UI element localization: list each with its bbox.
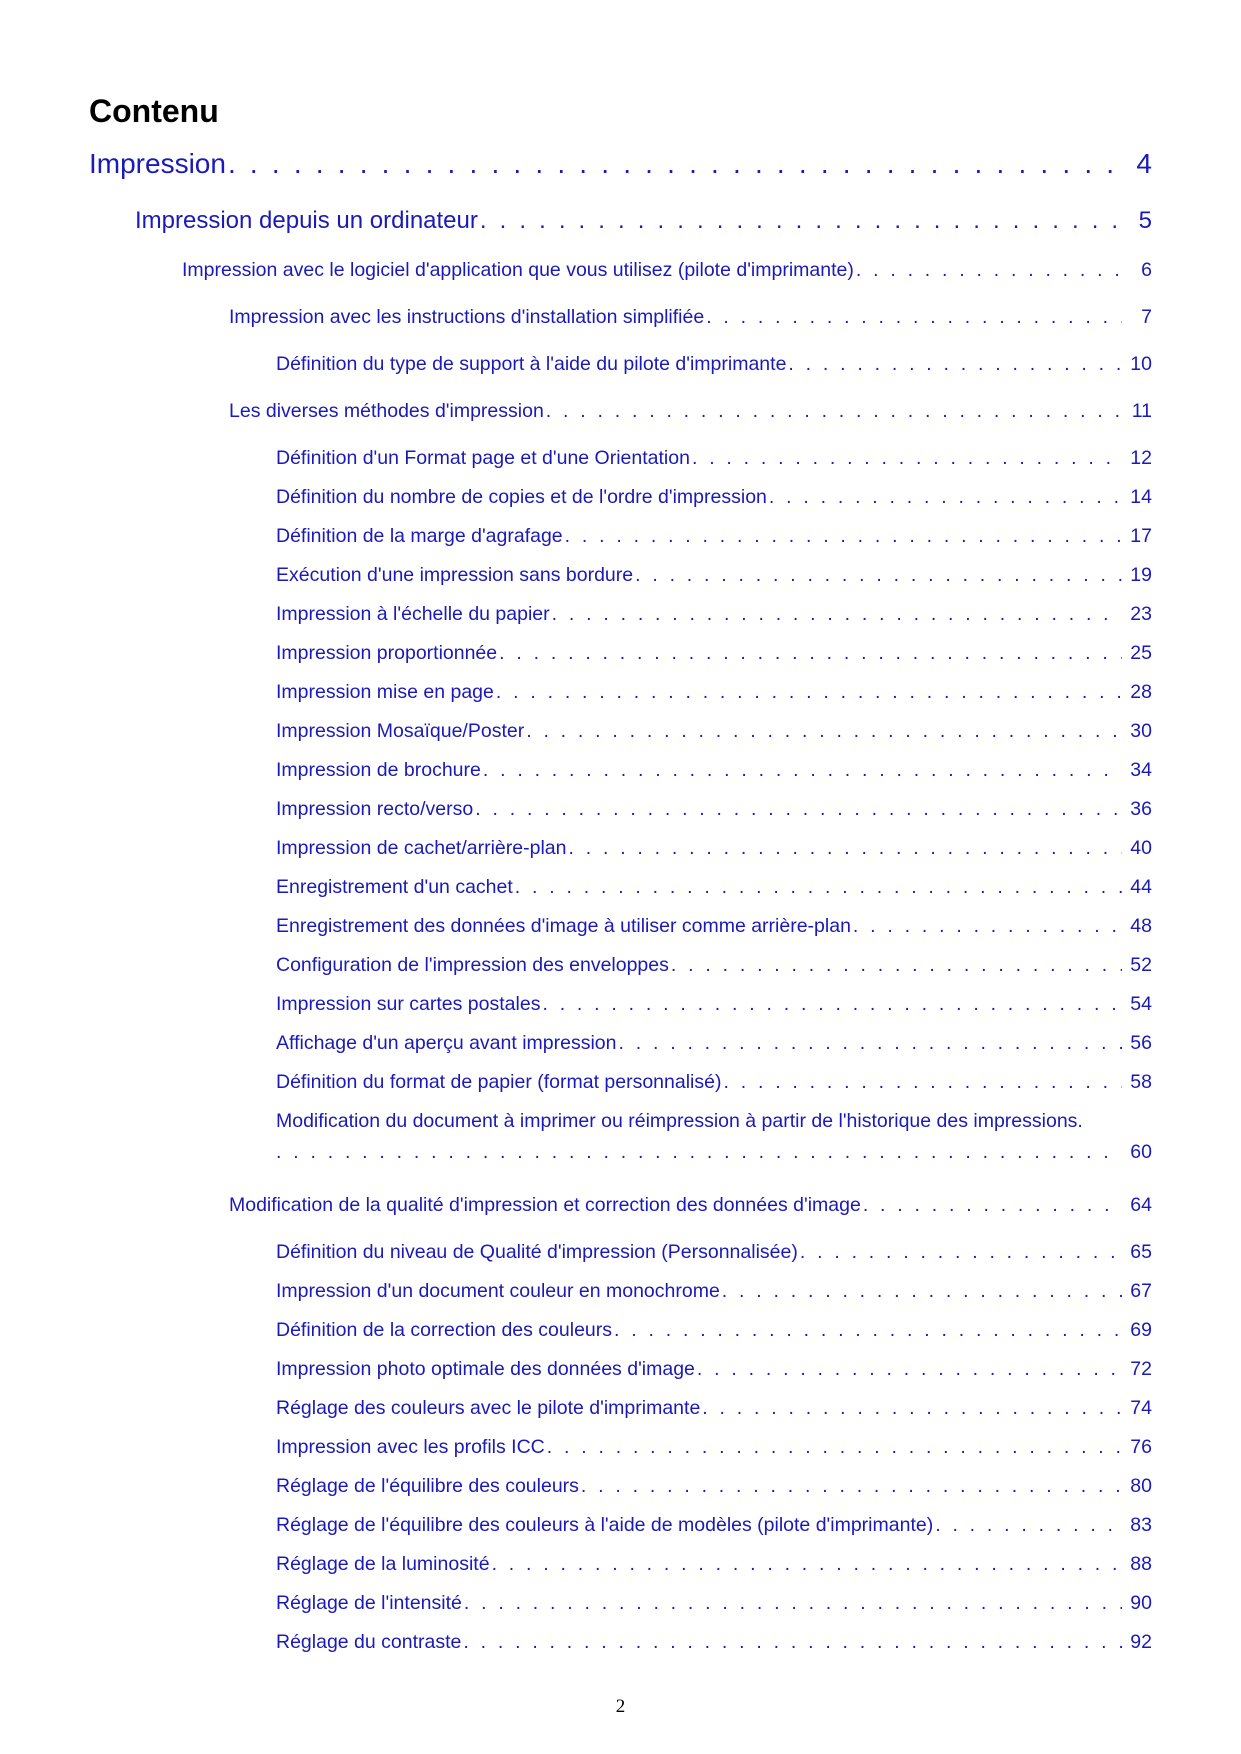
toc-entry-title: Définition de la marge d'agrafage (276, 525, 563, 547)
toc-page-number: 17 (1130, 525, 1152, 547)
toc-entry-title: Enregistrement d'un cachet (276, 876, 513, 898)
toc-entry-title: Réglage de l'intensité (276, 1592, 462, 1614)
toc-page-number: 10 (1130, 353, 1152, 375)
toc-entry-title: Définition de la correction des couleurs (276, 1319, 613, 1341)
toc-entry[interactable] (276, 642, 1152, 665)
toc-page-number: 4 (1136, 148, 1152, 179)
toc-entry[interactable] (276, 993, 1152, 1016)
toc-page-number: 92 (1130, 1631, 1152, 1653)
toc-page-number: 60 (1130, 1141, 1152, 1163)
toc-entry-title: Configuration de l'impression des enveloppes (276, 954, 669, 976)
toc-entry[interactable] (276, 681, 1152, 704)
toc-page-number: 14 (1130, 486, 1152, 508)
dot-leader (496, 681, 1122, 704)
toc-entry[interactable] (229, 400, 1152, 423)
toc-entry-title: Réglage du contraste (276, 1631, 462, 1653)
toc-page-number: 44 (1130, 876, 1152, 898)
page-title: Contenu (89, 93, 219, 129)
toc-entry-title: Les diverses méthodes d'impression (229, 400, 544, 422)
toc-entry[interactable] (276, 1592, 1152, 1615)
toc-entry[interactable] (276, 603, 1152, 626)
toc-entry-title: Définition du nombre de copies et de l'ordre d'impression (276, 486, 767, 508)
dot-leader (671, 954, 1122, 977)
dot-leader (542, 993, 1122, 1016)
dot-leader (722, 1280, 1122, 1303)
toc-entry[interactable] (276, 353, 1152, 376)
dot-leader (475, 798, 1122, 821)
toc-entry-title: Réglage de la luminosité (276, 1553, 490, 1575)
toc-entry[interactable] (276, 720, 1152, 743)
toc-entry-title: Modification du document à imprimer ou réimpression à partir de l'historique des impressions. (276, 1110, 1083, 1132)
toc-entry-title: Définition du format de papier (format personnalisé) (276, 1071, 722, 1093)
dot-leader (706, 306, 1122, 329)
toc-entry[interactable] (276, 915, 1152, 938)
toc-entry-title: Impression de brochure (276, 759, 481, 781)
toc-page-number: 65 (1130, 1241, 1152, 1263)
dot-leader (853, 915, 1122, 938)
dot-leader (692, 447, 1122, 470)
toc-entry-impression[interactable] (89, 148, 1152, 180)
dot-leader (276, 1141, 1122, 1164)
toc-entry[interactable] (229, 1194, 1152, 1217)
toc-entry[interactable] (276, 1631, 1152, 1654)
toc-entry-impression-depuis-ordinateur[interactable] (135, 207, 1152, 235)
toc-entry-title: Impression Mosaïque/Poster (276, 720, 525, 742)
dot-leader (856, 259, 1122, 282)
toc-entry[interactable] (276, 1032, 1152, 1055)
toc-entry[interactable] (276, 1397, 1152, 1420)
toc-entry[interactable] (276, 447, 1152, 470)
toc-page-number: 11 (1131, 400, 1152, 422)
toc-entry-title: Définition d'un Format page et d'une Orientation (276, 447, 690, 469)
toc-entry[interactable] (276, 564, 1152, 587)
dot-leader (788, 353, 1122, 376)
toc-entry-leader-line (276, 1141, 1152, 1164)
toc-page-number: 83 (1130, 1514, 1152, 1536)
toc-entry-title: Impression photo optimale des données d'image (276, 1358, 695, 1380)
toc-entry-title: Impression (89, 148, 226, 179)
dot-leader (547, 1436, 1122, 1459)
toc-entry-title: Exécution d'une impression sans bordure (276, 564, 634, 586)
toc-page-number: 72 (1130, 1358, 1152, 1380)
dot-leader (619, 1032, 1123, 1055)
toc-entry[interactable] (276, 798, 1152, 821)
toc-page-number: 6 (1141, 259, 1152, 281)
toc-entry-title: Impression de cachet/arrière-plan (276, 837, 567, 859)
toc-page-number: 12 (1130, 447, 1152, 469)
toc-entry-title: Impression d'un document couleur en monochrome (276, 1280, 720, 1302)
toc-entry-title: Impression proportionnée (276, 642, 498, 664)
toc-entry-title: Impression recto/verso (276, 798, 474, 820)
toc-entry-title: Enregistrement des données d'image à utiliser comme arrière-plan (276, 915, 851, 937)
toc-page-number: 30 (1130, 720, 1152, 742)
toc-page-number: 56 (1130, 1032, 1152, 1054)
dot-leader (492, 1553, 1122, 1576)
dot-leader (483, 759, 1122, 782)
dot-leader (464, 1592, 1122, 1615)
toc-entry[interactable] (276, 1071, 1152, 1094)
toc-entry-title: Réglage de l'équilibre des couleurs à l'aide de modèles (pilote d'imprimante) (276, 1514, 934, 1536)
toc-page-number: 80 (1130, 1475, 1152, 1497)
toc-page-number: 67 (1130, 1280, 1152, 1302)
dot-leader (800, 1241, 1122, 1264)
toc-page-number: 40 (1130, 837, 1152, 859)
dot-leader (552, 603, 1122, 626)
toc-entry[interactable] (276, 1475, 1152, 1498)
toc-page-number: 54 (1130, 993, 1152, 1015)
dot-leader (228, 148, 1122, 180)
dot-leader (568, 837, 1122, 860)
dot-leader (635, 564, 1122, 587)
dot-leader (480, 207, 1122, 235)
toc-entry-title: Impression depuis un ordinateur (135, 207, 478, 234)
toc-entry-title: Impression avec les profils ICC (276, 1436, 545, 1458)
toc-entry-title: Modification de la qualité d'impression et correction des données d'image (229, 1194, 861, 1216)
toc-page-number: 48 (1130, 915, 1152, 937)
toc-page-number: 36 (1130, 798, 1152, 820)
toc-entry[interactable] (276, 1514, 1152, 1537)
toc-entry[interactable] (276, 954, 1152, 977)
toc-entry-title: Affichage d'un aperçu avant impression (276, 1032, 617, 1054)
toc-entry[interactable] (276, 837, 1152, 860)
toc-entry-title: Impression mise en page (276, 681, 494, 703)
toc-entry[interactable] (182, 259, 1152, 282)
toc-page-number: 34 (1130, 759, 1152, 781)
toc-page-number: 88 (1130, 1553, 1152, 1575)
toc-entry[interactable] (276, 1553, 1152, 1576)
dot-leader (863, 1194, 1122, 1217)
dot-leader (702, 1397, 1122, 1420)
toc-entry[interactable] (276, 1358, 1152, 1381)
toc-entry-title: Impression sur cartes postales (276, 993, 541, 1015)
toc-entry-title: Définition du type de support à l'aide du pilote d'imprimante (276, 353, 787, 375)
dot-leader (769, 486, 1122, 509)
toc-page-number: 23 (1130, 603, 1152, 625)
dot-leader (515, 876, 1122, 899)
footer-page-number: 2 (615, 1696, 626, 1717)
toc-entry[interactable] (229, 306, 1152, 329)
dot-leader (697, 1358, 1122, 1381)
toc-entry-title: Impression avec le logiciel d'application que vous utilisez (pilote d'imprimante) (182, 259, 854, 281)
toc-entry[interactable] (276, 1436, 1152, 1459)
dot-leader (614, 1319, 1122, 1342)
toc-entry[interactable] (276, 1319, 1152, 1342)
toc-page-number: 7 (1141, 306, 1152, 328)
dot-leader (463, 1631, 1122, 1654)
dot-leader (526, 720, 1122, 743)
toc-entry-title: Réglage des couleurs avec le pilote d'imprimante (276, 1397, 701, 1419)
dot-leader (723, 1071, 1122, 1094)
toc-page-number: 52 (1130, 954, 1152, 976)
toc-entry[interactable] (276, 759, 1152, 782)
toc-page-number: 64 (1130, 1194, 1152, 1216)
toc-entry[interactable] (276, 486, 1152, 509)
dot-leader (499, 642, 1122, 665)
toc-page-number: 25 (1130, 642, 1152, 664)
toc-entry[interactable] (276, 1241, 1152, 1264)
toc-entry[interactable] (276, 525, 1152, 548)
dot-leader (935, 1514, 1122, 1537)
toc-page-number: 69 (1130, 1319, 1152, 1341)
toc-entry-title: Définition du niveau de Qualité d'impression (Personnalisée) (276, 1241, 798, 1263)
toc-page-number: 58 (1130, 1071, 1152, 1093)
toc-page-number: 76 (1130, 1436, 1152, 1458)
toc-entry[interactable] (276, 1280, 1152, 1303)
toc-entry-wrapped[interactable] (276, 1110, 1152, 1164)
dot-leader (546, 400, 1122, 423)
dot-leader (581, 1475, 1122, 1498)
toc-entry[interactable] (276, 876, 1152, 899)
dot-leader (565, 525, 1122, 548)
toc-page-number: 28 (1130, 681, 1152, 703)
toc-page-number: 90 (1130, 1592, 1152, 1614)
toc-entry-title: Impression avec les instructions d'installation simplifiée (229, 306, 705, 328)
toc-entry-title: Réglage de l'équilibre des couleurs (276, 1475, 579, 1497)
toc-page-number: 19 (1130, 564, 1152, 586)
toc-entry-title: Impression à l'échelle du papier (276, 603, 550, 625)
toc-page-number: 5 (1138, 207, 1152, 234)
toc-page-number: 74 (1130, 1397, 1152, 1419)
